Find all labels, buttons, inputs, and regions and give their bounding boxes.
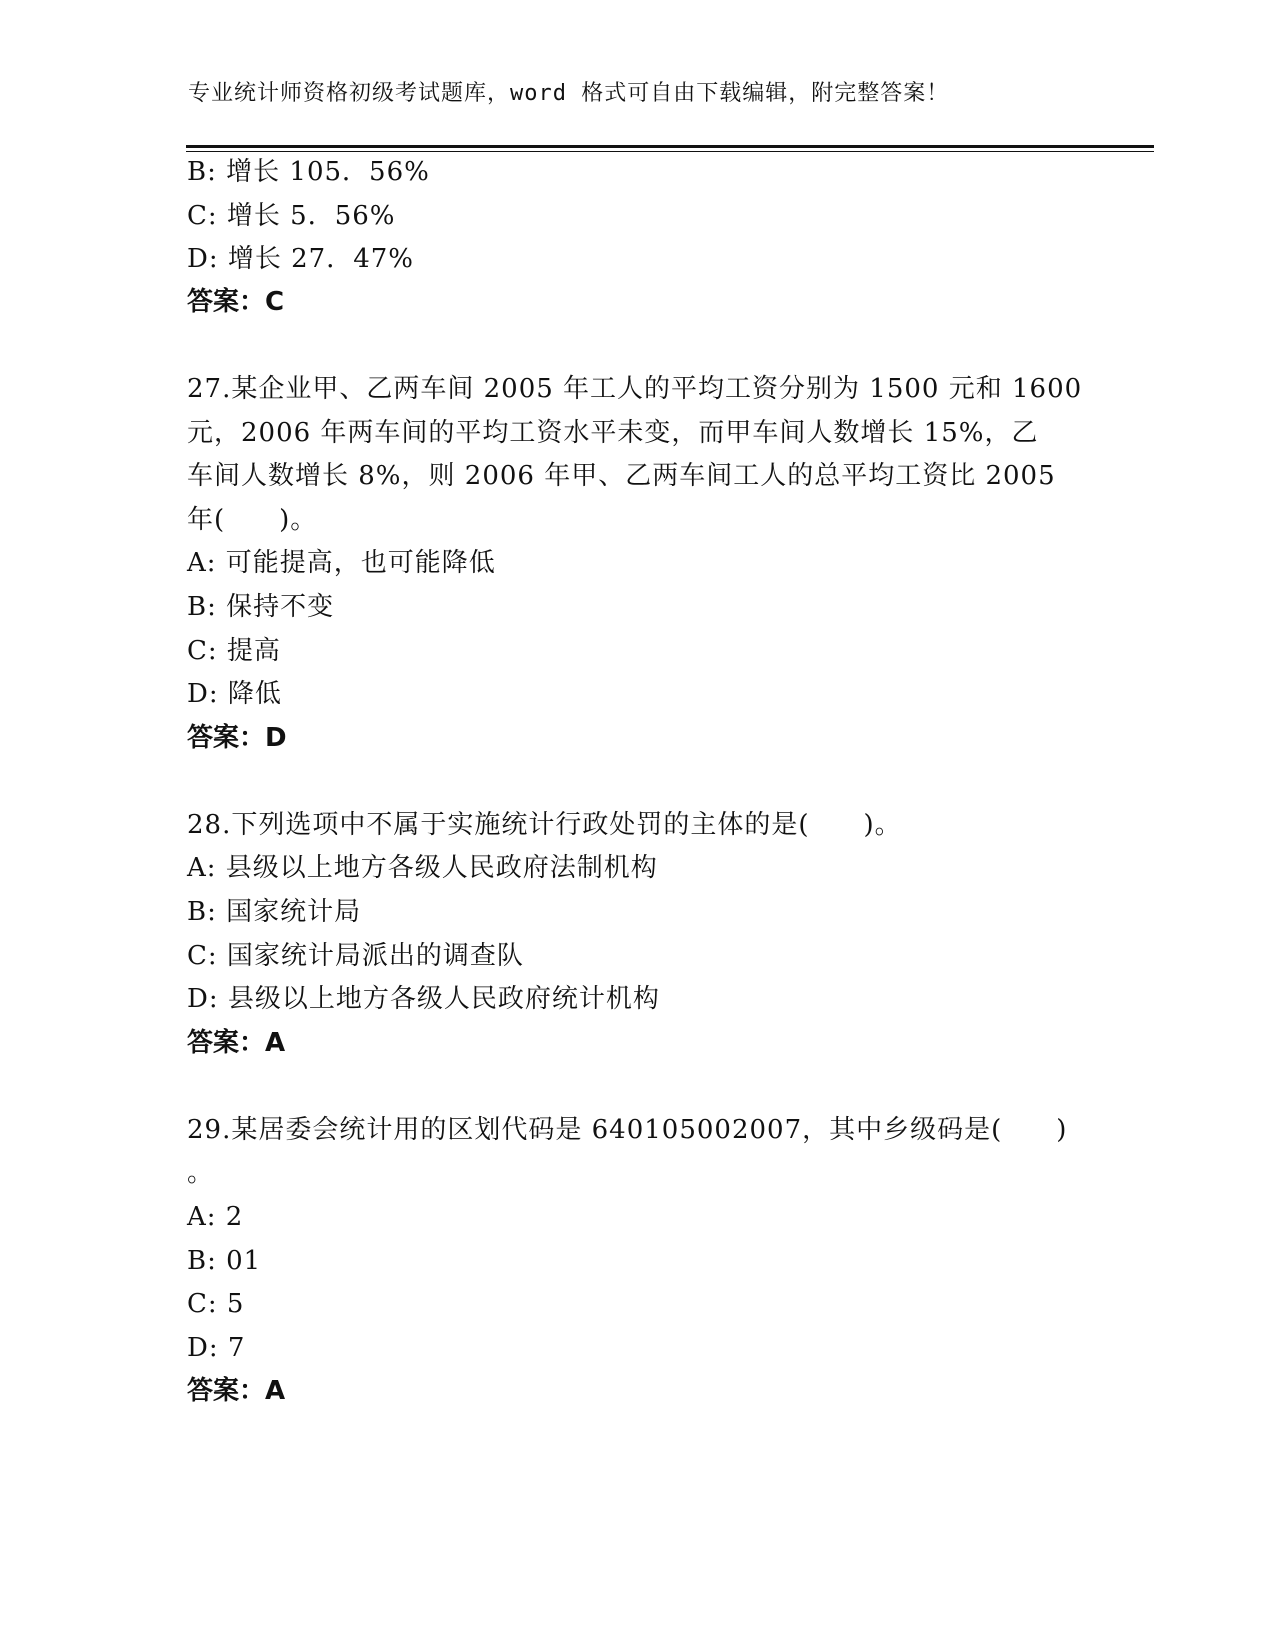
q27-answer: 答案：D: [187, 723, 287, 753]
q29-option-b: B: 01: [187, 1246, 262, 1276]
q27-option-c: C: 提高: [187, 636, 281, 666]
q28-option-c: C: 国家统计局派出的调查队: [187, 941, 524, 971]
q28-answer: 答案：A: [187, 1028, 286, 1058]
header-rule-thin: [186, 151, 1154, 152]
q28-option-d: D: 县级以上地方各级人民政府统计机构: [187, 984, 660, 1014]
q27-stem-line: 元，2006 年两车间的平均工资水平未变，而甲车间人数增长 15%，乙: [187, 418, 1039, 448]
q27-option-b: B: 保持不变: [187, 592, 335, 622]
q26-option-b: B: 增长 105．56%: [187, 157, 430, 187]
q28-stem-line: 28.下列选项中不属于实施统计行政处罚的主体的是( )。: [187, 810, 902, 840]
q29-option-c: C: 5: [187, 1289, 245, 1319]
q27-stem-line: 车间人数增长 8%，则 2006 年甲、乙两车间工人的总平均工资比 2005: [187, 461, 1056, 491]
q27-option-d: D: 降低: [187, 679, 282, 709]
q29-answer: 答案：A: [187, 1376, 286, 1406]
q28-option-a: A: 县级以上地方各级人民政府法制机构: [187, 853, 658, 883]
q26-answer: 答案：C: [187, 287, 285, 317]
q27-stem-line: 年( )。: [187, 505, 318, 535]
q29-option-a: A: 2: [187, 1202, 244, 1232]
q29-stem-line: 29.某居委会统计用的区划代码是 640105002007，其中乡级码是( ): [187, 1115, 1068, 1145]
q26-option-d: D: 增长 27．47%: [187, 244, 415, 274]
q29-option-d: D: 7: [187, 1333, 246, 1363]
page-header: 专业统计师资格初级考试题库，word 格式可自由下载编辑，附完整答案！: [188, 81, 950, 106]
q28-option-b: B: 国家统计局: [187, 897, 362, 927]
q27-option-a: A: 可能提高，也可能降低: [187, 548, 496, 578]
q26-option-c: C: 增长 5．56%: [187, 201, 396, 231]
q27-stem-line: 27.某企业甲、乙两车间 2005 年工人的平均工资分别为 1500 元和 1600: [187, 374, 1083, 404]
q29-stem-line: 。: [187, 1158, 215, 1188]
header-rule-thick: [186, 145, 1154, 148]
